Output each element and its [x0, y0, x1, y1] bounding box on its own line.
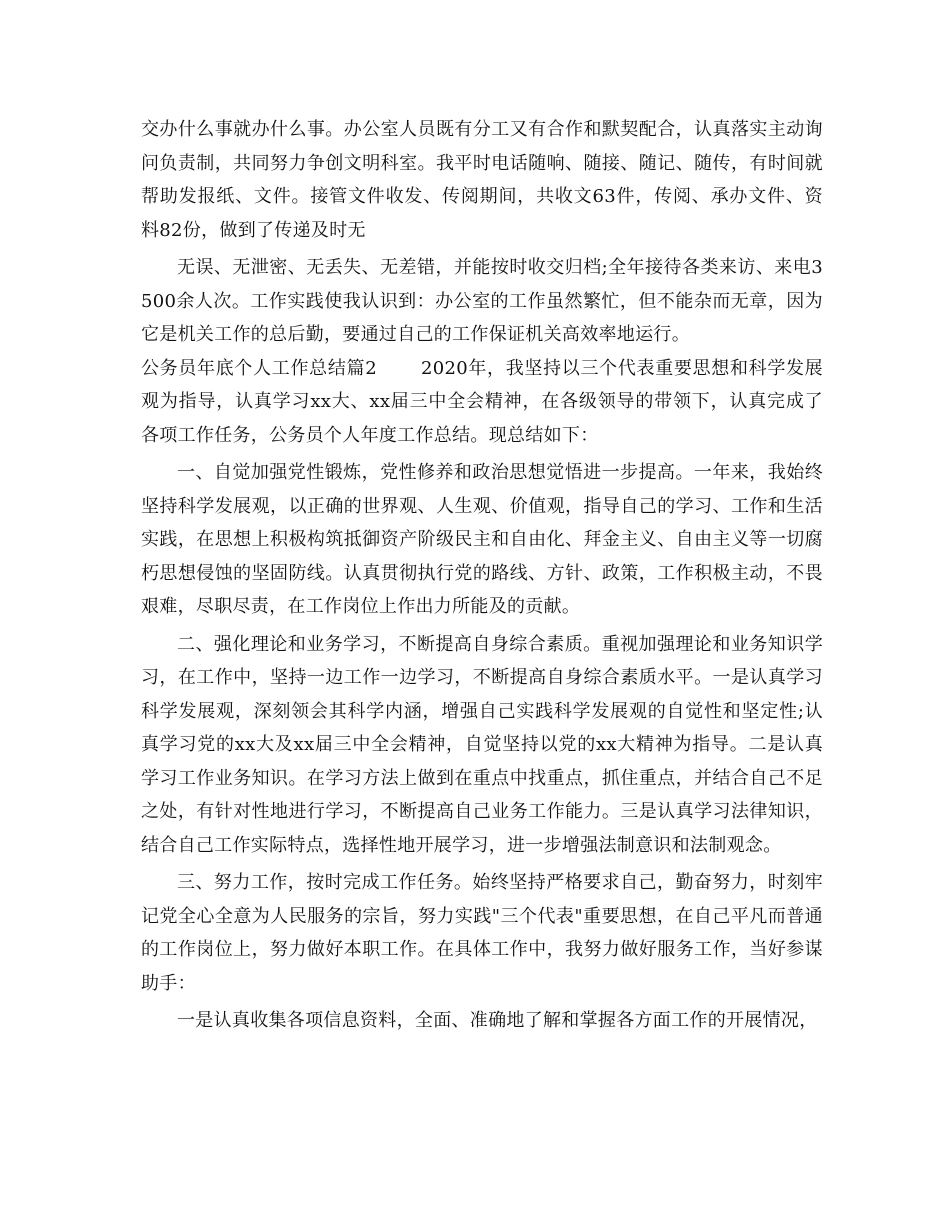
section-heading-paragraph — [141, 352, 823, 453]
paragraph-study: 二、强化理论和业务学习，不断提高自身综合素质。重视加强理论和业务知识学习，在工作中，坚持一边工作一边学习，不断提高自身综合素质水平。一是认真学习科学发展观，深刻领会其科学内涵，增强自己实践科学发展观的自觉性和坚定性;认真学习党的xx大及xx届三中全会精神，自觉坚持以党的xx大精神为指导。二是认真学习工作业务知识。在学习方法上做到在重点中找重点，抓住重点，并结合自己不足之处，有针对性地进行学习，不断提高自己业务工作能力。三是认真学习法律知识，结合自己工作实际特点，选择性地开展学习，进一步增强法制意识和法制观念。 — [141, 633, 823, 856]
paragraph-info-collection: 一是认真收集各项信息资料，全面、准确地了解和掌握各方面工作的开展情况， — [177, 1010, 818, 1031]
section-heading: 公务员年底个人工作总结篇2 — [141, 357, 377, 379]
paragraph-party-spirit: 一、自觉加强党性锻炼，党性修养和政治思想觉悟进一步提高。一年来，我始终坚持科学发展观，以正确的世界观、人生观、价值观，指导自己的学习、工作和生活实践，在思想上积极构筑抵御资产阶级民主和自由化、拜金主义、自由主义等一切腐朽思想侵蚀的坚固防线。认真贯彻执行党的路线、方针、政策，工作积极主动，不畏艰难，尽职尽责，在工作岗位上作出力所能及的贡献。 — [141, 462, 823, 617]
section-intro: 2020年，我坚持以三个代表重要思想和科学发展观为指导，认真学习xx大、xx届三中全会精神，在各级领导的带领下，认真完成了各项工作任务，公务员个人年度工作总结。现总结如下： — [141, 357, 823, 446]
paragraph-work: 三、努力工作，按时完成工作任务。始终坚持严格要求自己，勤奋努力，时刻牢记党全心全意为人民服务的宗旨，努力实践"三个代表"重要思想，在自己平凡而普通的工作岗位上，努力做好本职工作。在具体工作中，我努力做好服务工作，当好参谋助手： — [141, 872, 823, 994]
paragraph-continuation: 交办什么事就办什么事。办公室人员既有分工又有合作和默契配合，认真落实主动询问负责制，共同努力争创文明科室。我平时电话随响、随接、随记、随传，有时间就帮助发报纸、文件。接管文件收发、传阅期间，共收文63件，传阅、承办文件、资料82份，做到了传递及时无 — [141, 119, 823, 241]
paragraph-office-work: 无误、无泄密、无丢失、无差错，并能按时收交归档;全年接待各类来访、来电3500余人次。工作实践使我认识到：办公室的工作虽然繁忙，但不能杂而无章，因为它是机关工作的总后勤，要通过自己的工作保证机关高效率地运行。 — [141, 257, 823, 345]
document-body — [141, 113, 823, 1038]
